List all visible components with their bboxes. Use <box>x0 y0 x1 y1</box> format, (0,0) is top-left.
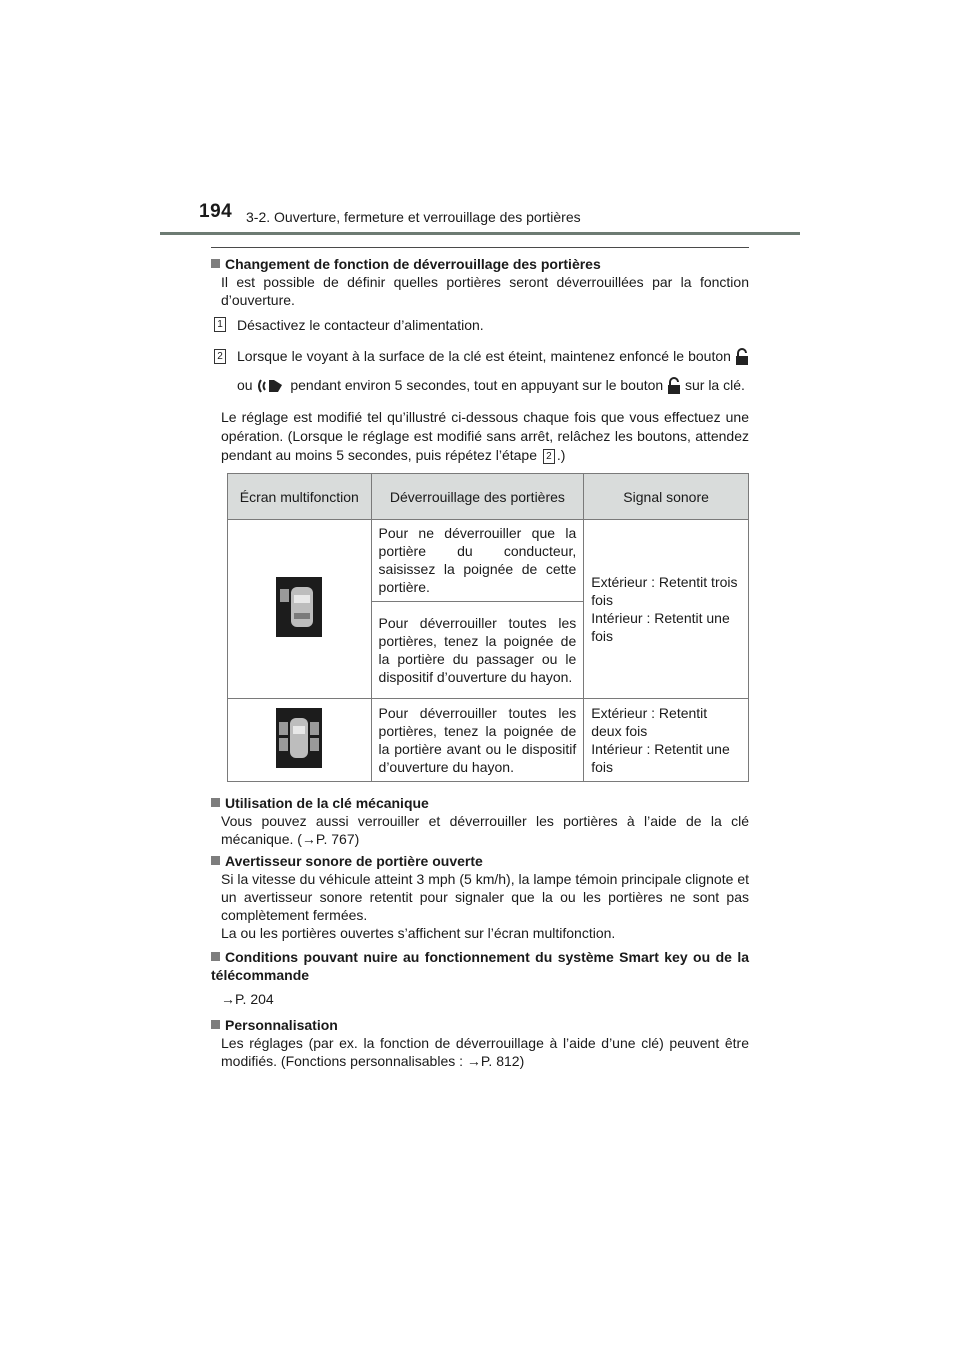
heading-unlock-function: Changement de fonction de déverrouillage des portières <box>211 255 749 273</box>
step-number: 1 <box>214 317 226 332</box>
page-content <box>211 255 749 1070</box>
paragraph-smart-key-ref: →P. 204 <box>221 991 274 1007</box>
paragraph-mechanical-key: Vous pouvez aussi verrouiller et déverrouiller les portières à l’aide de la clé mécanique. (→P. 767) <box>221 813 749 847</box>
square-bullet-icon <box>211 952 220 961</box>
step-1-text: Désactivez le contacteur d’alimentation. <box>237 317 484 333</box>
paragraph-setting-change: Le réglage est modifié tel qu’illustré ci-dessous chaque fois que vous effectuez une opération. (Lorsque le réglage est modifié sans arrêt, relâchez les boutons, attendez pendant au moins 5 secondes, puis répétez l’étape 2 .) <box>221 409 749 463</box>
screen-all-doors-icon <box>276 708 322 772</box>
section-rule <box>211 247 749 248</box>
heading-mechanical-key: Utilisation de la clé mécanique <box>211 794 749 812</box>
step-2-text-d: sur la clé. <box>684 377 745 393</box>
power-back-door-icon <box>256 377 286 402</box>
lock-icon <box>735 348 749 373</box>
screen-driver-door-icon <box>276 577 322 641</box>
step-1 <box>211 316 749 334</box>
square-bullet-icon <box>211 1020 220 1029</box>
step-2 <box>211 344 749 402</box>
table-header-row <box>228 474 749 520</box>
square-bullet-icon <box>211 856 220 865</box>
table-row <box>228 520 749 602</box>
square-bullet-icon <box>211 798 220 807</box>
header-rule <box>160 232 800 235</box>
heading-open-door-buzzer: Avertisseur sonore de portière ouverte <box>211 852 749 870</box>
heading-smart-key-conditions: Conditions pouvant nuire au fonctionnement du système Smart key ou de la télécommande <box>211 949 749 983</box>
heading-customization: Personnalisation <box>211 1016 749 1034</box>
unlock-cell: Pour ne déverrouiller que la portière du conducteur, saisissez la poignée de cette portière. <box>371 520 584 602</box>
page-number: 194 <box>199 201 233 222</box>
paragraph-unlock-function: Il est possible de définir quelles portières seront déverrouillées par la fonction d’ouverture. <box>221 274 749 308</box>
table-header: Écran multifonction <box>228 474 372 520</box>
step-reference: 2 <box>543 449 555 464</box>
table-header: Signal sonore <box>584 474 749 520</box>
chapter-title: 3-2. Ouverture, fermeture et verrouillage des portières <box>246 209 581 225</box>
paragraph-open-door-buzzer: Si la vitesse du véhicule atteint 3 mph (5 km/h), la lampe témoin principale clignote et un avertisseur sonore retentit pour signaler que la ou les portières ne sont pas complètement fermées. <box>221 871 749 923</box>
lock-icon <box>667 377 681 402</box>
screen-cell <box>228 520 372 699</box>
unlock-cell: Pour déverrouiller toutes les portières, tenez la poignée de la portière avant ou le dispositif d’ouverture du hayon. <box>371 699 584 782</box>
step-2-text-a: Lorsque le voyant à la surface de la clé est éteint, maintenez enfoncé le bouton <box>237 348 731 364</box>
screen-cell <box>228 699 372 782</box>
step-2-text-c: pendant environ 5 secondes, tout en appuyant sur le bouton <box>290 377 664 393</box>
step-2-text-b: ou <box>237 377 253 393</box>
unlock-cell: Pour déverrouiller toutes les portières, tenez la poignée de la portière du passager ou le dispositif d’ouverture du hayon. <box>371 602 584 699</box>
table-header: Déverrouillage des portières <box>371 474 584 520</box>
sound-cell: Extérieur : Retentit trois fois Intérieur : Retentit une fois <box>584 520 749 699</box>
sound-cell: Extérieur : Retentit deux fois Intérieur : Retentit une fois <box>584 699 749 782</box>
paragraph-customization: Les réglages (par ex. la fonction de déverrouillage à l’aide d’une clé) peuvent être modifiés. (Fonctions personnalisables : →P. 812) <box>221 1035 749 1069</box>
square-bullet-icon <box>211 259 220 268</box>
table-row <box>228 699 749 782</box>
step-number: 2 <box>214 349 226 364</box>
paragraph-open-door-display: La ou les portières ouvertes s’affichent sur l’écran multifonction. <box>221 925 616 941</box>
unlock-settings-table <box>227 473 749 782</box>
